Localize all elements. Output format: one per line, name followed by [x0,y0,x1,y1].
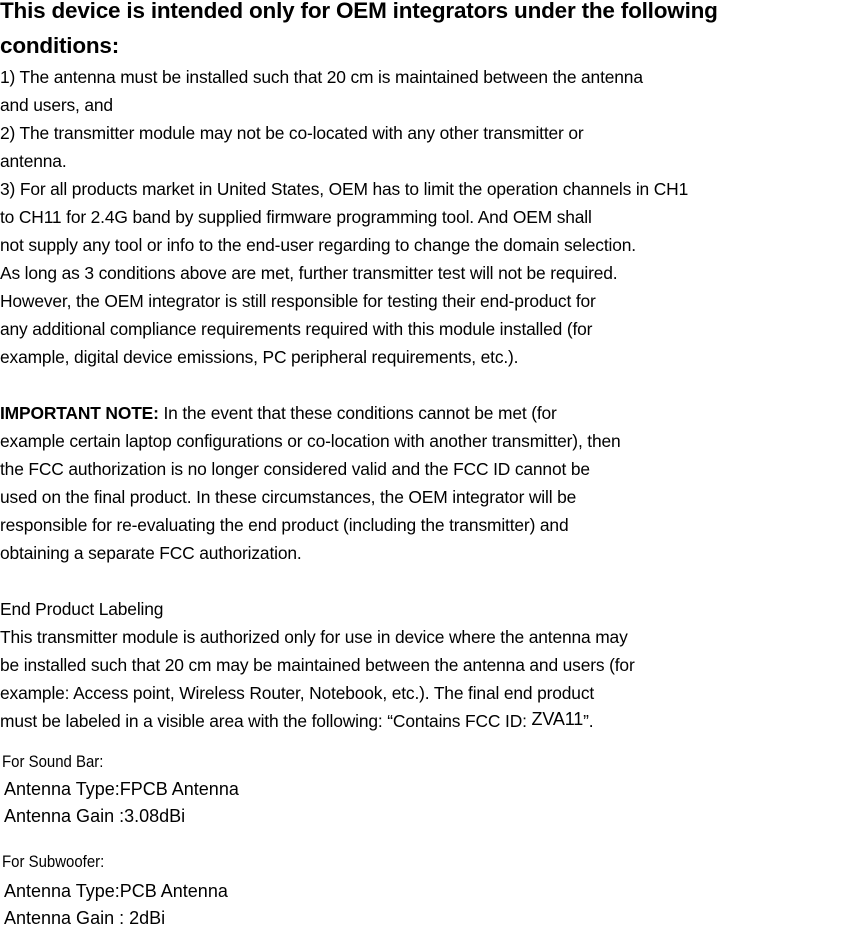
labeling-line [0,711,593,732]
important-note-line: obtaining a separate FCC authorization. [0,543,302,563]
condition-line: 3) For all products market in United States, OEM has to limit the operation channels in CH1 [0,179,689,199]
subwoofer-antenna-gain: Antenna Gain : 2dBi [4,908,166,928]
condition-line: 1) The antenna must be installed such that 20 cm is maintained between the antenna [0,67,643,87]
labeling-line: example: Access point, Wireless Router, Notebook, etc.). The final end product [0,683,595,703]
condition-line: example, digital device emissions, PC peripheral requirements, etc.). [0,347,519,367]
important-note-line: example certain laptop configurations or co-location with another transmitter), then [0,431,621,451]
important-note-line: the FCC authorization is no longer considered valid and the FCC ID cannot be [0,459,590,479]
condition-line: antenna. [0,151,67,171]
condition-line: 2) The transmitter module may not be co-located with any other transmitter or [0,123,584,143]
labeling-line: be installed such that 20 cm may be maintained between the antenna and users (for [0,655,635,675]
subwoofer-heading: For Subwoofer: [2,852,105,871]
important-note-line: used on the final product. In these circumstances, the OEM integrator will be [0,487,577,507]
title-line-2: conditions: [0,33,120,58]
important-note-line [0,403,557,424]
condition-line: As long as 3 conditions above are met, further transmitter test will not be required. [0,263,618,283]
important-note-text: In the event that these conditions cannot be met (for [158,403,557,423]
subwoofer-antenna-type: Antenna Type:PCB Antenna [4,881,228,901]
fcc-id: ZVA11 [531,709,584,729]
title-line-1: This device is intended only for OEM integrators under the following [0,0,718,23]
important-note-label: IMPORTANT NOTE: [0,403,159,423]
condition-line: However, the OEM integrator is still responsible for testing their end-product for [0,291,596,311]
labeling-heading: End Product Labeling [0,599,164,619]
condition-line: to CH11 for 2.4G band by supplied firmware programming tool. And OEM shall [0,207,592,227]
labeling-text: must be labeled in a visible area with the following: “Contains FCC ID: [0,711,532,731]
labeling-line: This transmitter module is authorized only for use in device where the antenna may [0,627,628,647]
sound-bar-antenna-type: Antenna Type:FPCB Antenna [4,779,239,799]
condition-line: any additional compliance requirements required with this module installed (for [0,319,593,339]
sound-bar-antenna-gain: Antenna Gain :3.08dBi [4,806,186,826]
condition-line: not supply any tool or info to the end-user regarding to change the domain selection. [0,235,636,255]
condition-line: and users, and [0,95,113,115]
important-note-line: responsible for re-evaluating the end product (including the transmitter) and [0,515,569,535]
sound-bar-heading: For Sound Bar: [2,752,104,771]
labeling-close-quote: ”. [583,711,594,731]
